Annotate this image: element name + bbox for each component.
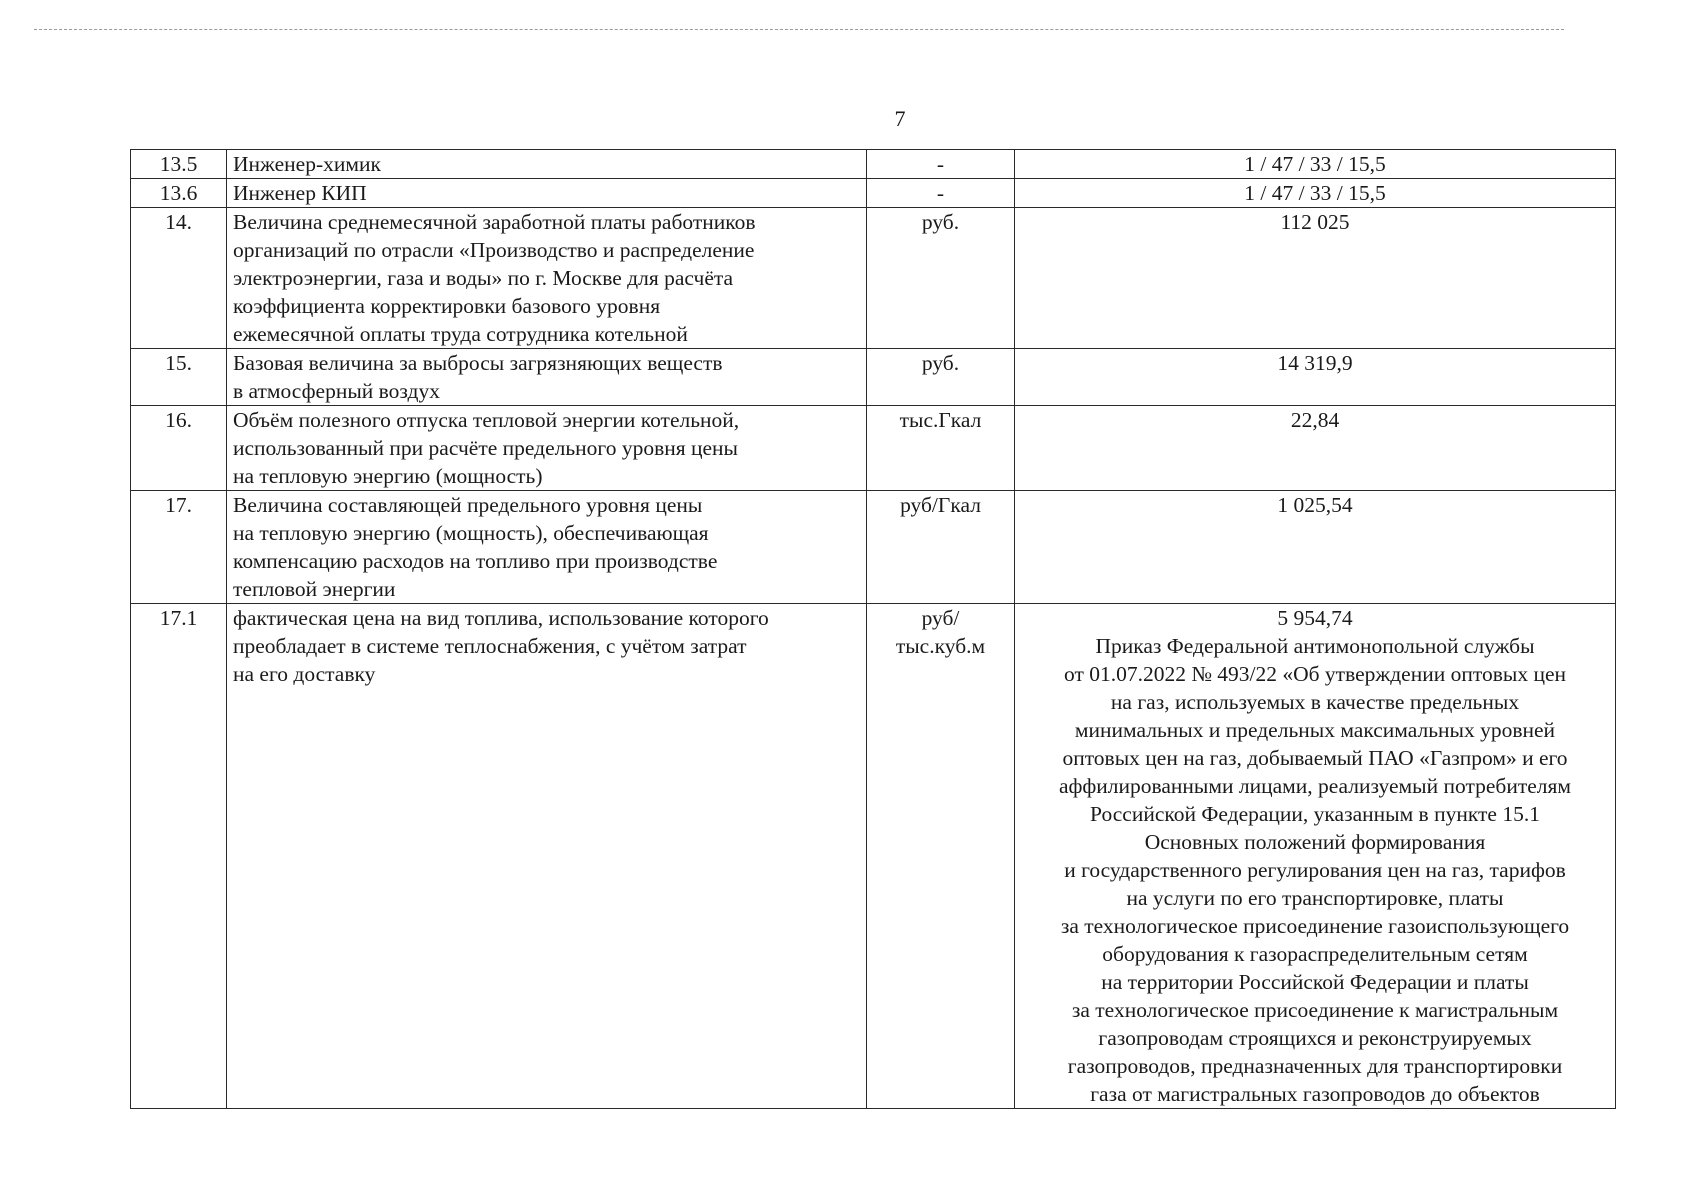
row-number: 13.6 [131, 179, 227, 208]
row-value: 5 954,74 [1277, 606, 1353, 630]
table-row [131, 150, 1616, 179]
row-number: 15. [131, 349, 227, 406]
row-source-reference: Приказ Федеральной антимонопольной службы от 01.07.2022 № 493/22 «Об утверждении оптовых цен на газ, используемых в качестве предельных минимальных и предельных максимальных уровней оптовых цен на газ, добываемый ПАО «Газпром» и его аффилированными лицами, реализуемый потребителям Российской Федерации, указанным в пункте 15.1 Основных положений формирования и государственного регулирования цен на газ, тарифов на услуги по его транспортировке, платы за технологическое присоединение газоиспользующего оборудования к газораспределительным сетям на территории Российской Федерации и платы за технологическое присоединение к магистральным газопроводам строящихся и реконструируемых газопроводов, предназначенных для транспортировки газа от магистральных газопроводов до объектов [1058, 634, 1572, 1106]
row-name: Базовая величина за выбросы загрязняющих веществ в атмосферный воздух [227, 349, 867, 406]
row-name: Величина составляющей предельного уровня цены на тепловую энергию (мощность), обеспечивающая компенсацию расходов на топливо при производстве тепловой энергии [227, 491, 867, 604]
row-value: 1 025,54 [1015, 491, 1616, 604]
row-unit: руб. [867, 349, 1015, 406]
row-value: 1 / 47 / 33 / 15,5 [1015, 179, 1616, 208]
row-name: Объём полезного отпуска тепловой энергии котельной, использованный при расчёте предельного уровня цены на тепловую энергию (мощность) [227, 406, 867, 491]
row-name: фактическая цена на вид топлива, использование которого преобладает в системе теплоснабжения, с учётом затрат на его доставку [227, 604, 867, 1109]
row-unit: - [867, 150, 1015, 179]
row-value: 22,84 [1015, 406, 1616, 491]
table-row [131, 208, 1616, 349]
row-unit: тыс.Гкал [867, 406, 1015, 491]
row-unit: руб/Гкал [867, 491, 1015, 604]
row-number: 13.5 [131, 150, 227, 179]
row-number: 17.1 [131, 604, 227, 1109]
page-top-rule [34, 29, 1564, 30]
row-number: 16. [131, 406, 227, 491]
row-name: Инженер-химик [227, 150, 867, 179]
row-name: Инженер КИП [227, 179, 867, 208]
row-value: 112 025 [1015, 208, 1616, 349]
table-row [131, 604, 1616, 1109]
row-value-cell [1015, 604, 1616, 1109]
parameters-table [130, 149, 1616, 1109]
row-value: 14 319,9 [1015, 349, 1616, 406]
table-row [131, 179, 1616, 208]
row-unit: руб. [867, 208, 1015, 349]
page-number: 7 [894, 106, 906, 131]
row-unit: руб/ тыс.куб.м [867, 604, 1015, 1109]
row-value: 1 / 47 / 33 / 15,5 [1015, 150, 1616, 179]
row-unit: - [867, 179, 1015, 208]
row-number: 17. [131, 491, 227, 604]
table-row [131, 406, 1616, 491]
row-name: Величина среднемесячной заработной платы работников организаций по отрасли «Производство и распределение электроэнергии, газа и воды» по г. Москве для расчёта коэффициента корректировки базового уровня ежемесячной оплаты труда сотрудника котельной [227, 208, 867, 349]
row-number: 14. [131, 208, 227, 349]
table-row [131, 349, 1616, 406]
table-row [131, 491, 1616, 604]
